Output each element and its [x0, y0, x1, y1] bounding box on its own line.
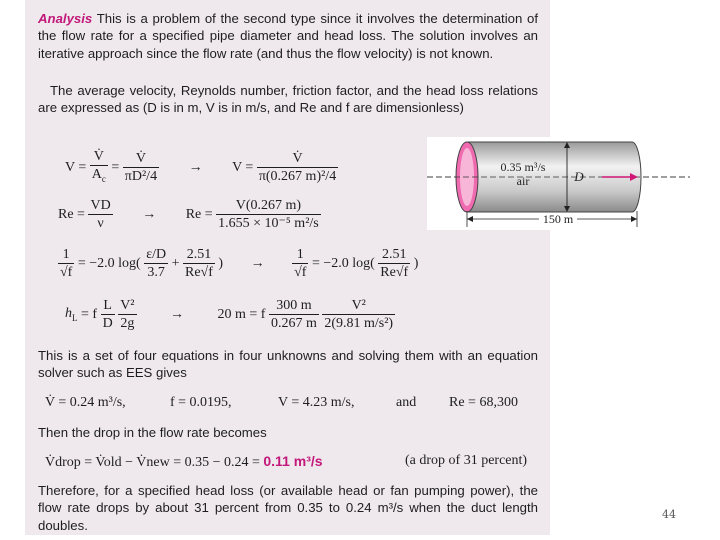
flow-rate-result: V̇ = 0.24 m³/s, [45, 395, 126, 410]
and-word: and [396, 395, 417, 410]
eq1-frac1: $\frac{V̇}{A_c}$ [91, 149, 106, 184]
colebrook-equation [58, 246, 418, 281]
friction-factor-result: f = 0.0195, [170, 395, 232, 410]
eq2-frac2: $\frac{V(0.267 m)}{\text{1.655 × 10⁻⁵ m²/s}}$ [218, 198, 319, 231]
eq3-frac-lhs: $\frac{1}{√f}$ [60, 247, 73, 280]
eq4-mid: = f [81, 306, 98, 322]
diameter-label: D [574, 169, 584, 184]
length-label: 150 m [542, 212, 574, 226]
eq2-lhs: Re = [58, 206, 85, 222]
eq1-lhs: V = [65, 159, 87, 175]
pipe-diagram [427, 137, 690, 230]
eq4-frac-c: $\frac{300 m}{0.267 m}$ [270, 298, 317, 331]
eq1-equals: = [111, 159, 120, 175]
eq1-frac3: $\frac{V̇}{\text{π(0.267 m)²/4}}$ [258, 151, 337, 185]
eq3-frac-b: $\frac{2.51}{Re√f}$ [185, 247, 213, 280]
fluid-label: air [516, 174, 530, 188]
eq4-frac-d: $\frac{\text{V²}}{\text{2(9.81 m/s²)}}$ [324, 298, 394, 331]
eq1-frac2: $\frac{V̇}{\text{πD²/4}}$ [124, 151, 158, 185]
eq4-frac-b: $\frac{\text{V²}}{2g}$ [120, 298, 135, 331]
analysis-text: This is a problem of the second type since it involves the determination of the flow rate for a specified pipe diameter and head loss. The solution involves an iterative approach since the flow rate (and thus the flow velocity) is not known. [38, 11, 538, 61]
pipe-figure [427, 137, 690, 230]
eq3-log: = −2.0 log( [77, 255, 141, 271]
analysis-paragraph [38, 10, 538, 62]
eq3-frac-r: $\frac{1}{√f}$ [294, 247, 307, 280]
drop-intro-paragraph: Then the drop in the flow rate becomes [38, 425, 267, 440]
eq3-r-close: ) [413, 255, 419, 271]
eq2-frac1: $\frac{VD}{\nu}$ [90, 198, 111, 231]
eq3-frac-c: $\frac{2.51}{Re√f}$ [380, 247, 409, 280]
eq2-rhs-lhs: Re = [185, 206, 213, 222]
reynolds-equation [58, 197, 321, 232]
eq3-close: ) [218, 255, 224, 271]
eq3-r-log: = −2.0 log( [311, 255, 375, 271]
page-number: 44 [662, 508, 676, 521]
head-loss-equation [65, 297, 395, 332]
drop-value: 0.11 m³/s [263, 453, 323, 469]
velocity-equation [65, 148, 338, 188]
eq3-plus: + [171, 255, 180, 271]
flow-rate-label: 0.35 m³/s [500, 160, 546, 174]
eq1-rhs-lhs: V = [232, 159, 254, 175]
eq2-arrow: → [142, 206, 157, 222]
eq4-lhs: $h_L$ [65, 306, 78, 323]
conclusion-paragraph: Therefore, for a specified head loss (or available head or fan pumping power), the flow rate drops by about 31 percent from 0.35 to 0.24 m³/s when the duct length doubles. [38, 483, 538, 533]
reynolds-result: Re = 68,300 [449, 395, 518, 410]
velocity-result: V = 4.23 m/s, [278, 395, 355, 410]
drop-expression: V̇drop = V̇old − V̇new = 0.35 − 0.24 = [45, 455, 260, 470]
eq4-rhs-lhs: 20 m = f [217, 306, 266, 322]
eq4-frac-a: $\frac{L}{D}$ [102, 298, 113, 331]
textbook-page [25, 0, 550, 535]
eq3-arrow: → [250, 255, 265, 271]
analysis-heading: Analysis [38, 11, 93, 26]
relations-paragraph: The average velocity, Reynolds number, friction factor, and the head loss relations are expressed as (D is in m, V is in m/s, and Re and f are dimensionless) [38, 83, 538, 116]
eq4-arrow: → [170, 306, 184, 322]
eq1-arrow: → [188, 159, 203, 175]
drop-percent-note: (a drop of 31 percent) [405, 453, 528, 468]
flow-drop-equation [45, 453, 323, 471]
solver-paragraph: This is a set of four equations in four unknowns and solving them with an equation solver such as EES gives [38, 348, 538, 381]
eq3-frac-a: $\frac{\varepsilon/D}{3.7}$ [146, 247, 167, 280]
